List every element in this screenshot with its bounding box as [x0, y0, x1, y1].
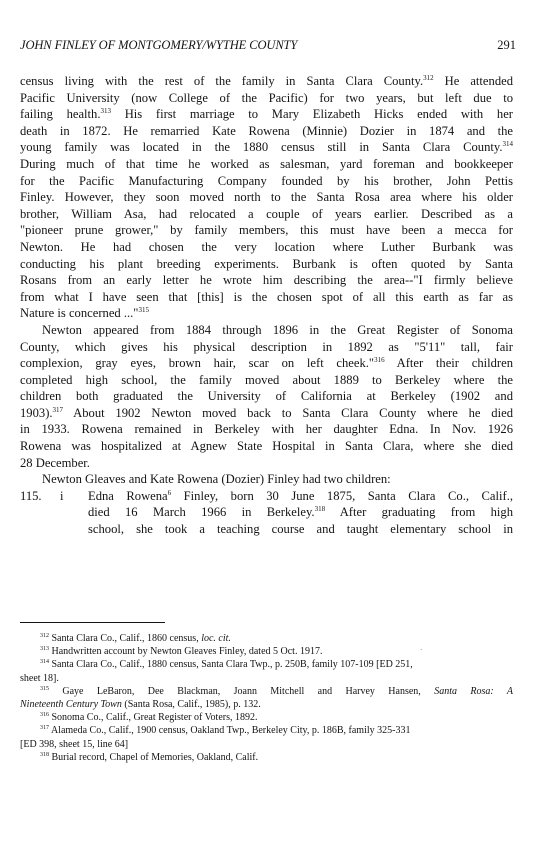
- footnote: $^{313}$ Handwritten account by Newton Gleaves Finley, dated 5 Oct. 1917.: [40, 646, 323, 658]
- text-line: During much of that time he worked as salesman, yard foreman and bookkeeper: [20, 156, 513, 171]
- footnote: $^{315}$ Gaye LeBaron, Dee Blackman, Joann Mitchell and Harvey Hansen, Santa Rosa: A: [40, 685, 513, 697]
- footnote-number: 314: [40, 659, 49, 666]
- superscript-ref: 318: [314, 505, 326, 514]
- text-line: census living with the rest of the family in Santa Clara County.$^{312}$ He attended: [20, 74, 513, 88]
- footnotes: [20, 632, 513, 764]
- entry-line: died 16 March 1966 in Berkeley.$^{318}$ After graduating from high: [88, 505, 514, 520]
- footnote-number: 315: [40, 685, 49, 692]
- footnote-number: 318: [40, 751, 49, 758]
- footnote-number: 317: [40, 725, 49, 732]
- text-line: Rowena was hospitalized at Agnew State Hospital in Santa Clara, where she died: [20, 439, 513, 454]
- footnote-continuation: [ED 398, sheet 15, line 64]: [20, 738, 129, 750]
- text-line: Nature is concerned ..."$^{315}$: [20, 306, 149, 321]
- text-line: Newton appeared from 1884 through 1896 in the Great Register of Sonoma: [42, 322, 513, 337]
- footnote: $^{318}$ Burial record, Chapel of Memories, Oakland, Calif.: [40, 751, 259, 763]
- text-line: Newton. He had chosen the very location where Luther Burbank was: [20, 239, 513, 254]
- entry-line: 115. i Edna Rowena$^6$ Finley, born 30 June 1875, Santa Clara Co., Calif.,: [20, 488, 513, 503]
- text-line: Finley. However, they soon moved north to the Santa Rosa area where his older: [20, 190, 513, 205]
- footnote-number: 316: [40, 712, 49, 719]
- text-line: conducting his plant breeding experiments. Burbank is often quoted by Santa: [20, 256, 513, 271]
- superscript-ref: 316: [374, 356, 385, 365]
- body-text: [20, 73, 513, 538]
- text-line: failing health.$^{313}$ His first marriage to Mary Elizabeth Hicks ended with her: [20, 107, 514, 122]
- footnote-continuation: sheet 18].: [20, 672, 59, 684]
- text-line: Pacific University (now College of the Pacific) for two years, but left due to: [20, 90, 513, 105]
- text-line: County, which gives his physical description in 1892 as "5'11" tall, fair: [20, 339, 513, 354]
- text-line: 1903).$^{317}$ About 1902 Newton moved back to Santa Clara County where he died: [20, 405, 513, 420]
- footnote: $^{316}$ Sonoma Co., Calif., Great Register of Voters, 1892.: [40, 712, 258, 724]
- text-line: 28 December.: [20, 455, 90, 470]
- text-line: death in 1872. He remarried Kate Rowena (Minnie) Dozier in 1874 and the: [20, 123, 513, 138]
- entry-line: school, she took a teaching course and taught elementary school in: [88, 522, 513, 537]
- superscript-ref: 314: [502, 140, 513, 149]
- superscript-ref: 312: [423, 74, 434, 82]
- text-line: completed high school, the family moved about 1889 to Berkeley where the: [20, 372, 513, 387]
- text-line: in 1933. Rowena remained in Berkeley with her daughter Edna. In Nov. 1926: [20, 422, 513, 437]
- text-line: from what I have seen that [this] is the chosen spot of all this earth as far as: [20, 289, 513, 304]
- superscript-ref: 317: [52, 405, 64, 414]
- superscript-ref: 315: [138, 306, 149, 315]
- text-line: Rosans from an early letter he wrote him describing the area--"I firmly believe: [20, 273, 513, 288]
- page-number: 291: [497, 38, 516, 52]
- footnote: $^{317}$ Alameda Co., Calif., 1900 census, Oakland Twp., Berkeley City, p. 186B, family 325-331: [40, 725, 411, 737]
- footnote-continuation: Nineteenth Century Town (Santa Rosa, Calif., 1985), p. 132.: [20, 699, 261, 711]
- italic-text: Santa Rosa: A: [434, 685, 513, 697]
- footnote: $^{312}$ Santa Clara Co., Calif., 1860 census, loc. cit.: [40, 633, 231, 644]
- running-header-title: JOHN FINLEY OF MONTGOMERY/WYTHE COUNTY: [20, 38, 298, 52]
- footnote-number: 312: [40, 633, 49, 639]
- footnote-divider: [20, 622, 165, 623]
- text-line: Newton Gleaves and Kate Rowena (Dozier) Finley had two children:: [42, 472, 391, 487]
- text-line: "pioneer prune grower," by family members, this must have been a mecca for: [20, 223, 513, 238]
- text-line: young family was located in the 1880 census still in Santa Clara County.$^{314}$: [20, 140, 513, 155]
- footnote-number: 313: [40, 646, 49, 653]
- text-line: for the Pacific Manufacturing Company founded by his brother, John Pettis: [20, 173, 513, 188]
- scan-speck: ·: [420, 646, 423, 654]
- italic-text: loc. cit.: [201, 633, 231, 644]
- superscript-ref: 6: [167, 488, 172, 497]
- italic-text: Nineteenth Century Town: [20, 699, 122, 711]
- footnote: $^{314}$ Santa Clara Co., Calif., 1880 census, Santa Clara Twp., p. 250B, family 107-109 [ED 251,: [40, 659, 413, 671]
- text-line: brother, William Asa, had relocated a couple of years earlier. Described as a: [20, 206, 513, 221]
- text-line: complexion, gray eyes, brown hair, scar on left cheek."$^{316}$ After their children: [20, 356, 513, 371]
- text-line: children both graduated the University of California at Berkeley (1902 and: [20, 389, 513, 404]
- entry-roman-numeral: i: [60, 488, 64, 503]
- entry-number: 115.: [20, 488, 42, 503]
- superscript-ref: 313: [100, 107, 111, 116]
